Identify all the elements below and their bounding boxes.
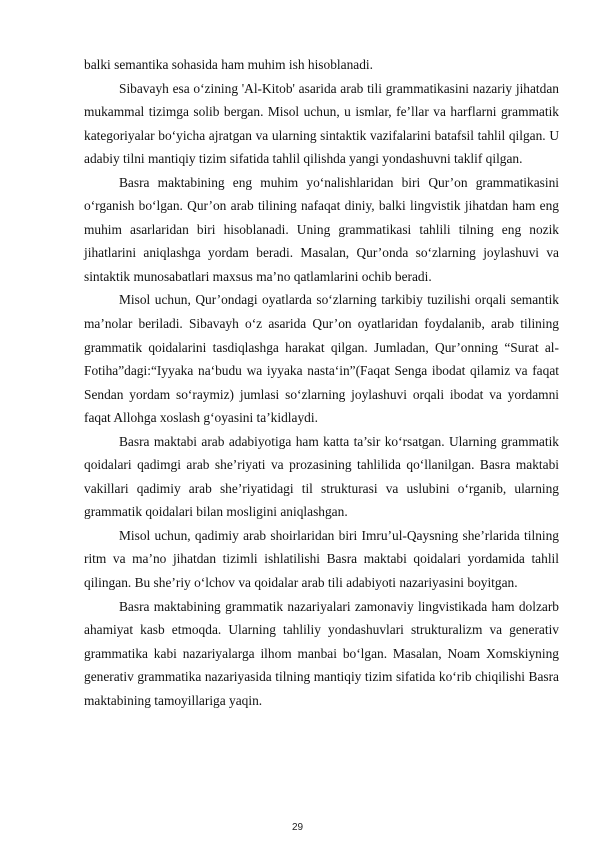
paragraph-3: Basra maktabining eng muhim yo‘nalishlaridan biri Qur’on grammatikasini o‘rganish bo‘lgan. Qur’on arab tilining nafaqat diniy, balki lingvistik jihatdan ham eng muhim asarlaridan biri hisoblanadi. Uning grammatikasi tahlili tilning eng nozik jihatlarini aniqlashga yordam beradi. Masalan, Qur’onda so‘zlarning joylashuvi va sintaktik munosabatlari maxsus ma’no qatlamlarini ochib beradi. <box>84 174 559 284</box>
paragraph-5: Basra maktabi arab adabiyotiga ham katta ta’sir ko‘rsatgan. Ularning grammatik qoidalari qadimgi arab she’riyati va prozasining tahlilida qo‘llanilgan. Basra maktabi vakillari qadimiy arab she’riyatidagi til strukturasi va uslubini o‘rganib, ularning grammatik qoidalari bilan mosligini aniqlashgan. <box>84 433 559 520</box>
document-body <box>84 53 559 712</box>
paragraph-6: Misol uchun, qadimiy arab shoirlaridan biri Imru’ul-Qaysning she’rlarida tilning ritm va ma’no jihatdan tizimli ishlatilishi Basra maktabi qoidalari yordamida tahlil qilingan. Bu she’riy o‘lchov va qoidalar arab tili adabiyoti nazariyasini boyitgan. <box>84 527 559 591</box>
paragraph-1: balki semantika sohasida ham muhim ish hisoblanadi. <box>84 57 373 72</box>
page-number: 29 <box>291 822 304 833</box>
paragraph-4: Misol uchun, Qur’ondagi oyatlarda so‘zlarning tarkibiy tuzilishi orqali semantik ma’nolar beriladi. Sibavayh o‘z asarida Qur’on oyatlaridan foydalanib, arab tilining grammatik qoidalarini tasdiqlashga harakat qilgan. Jumladan, Qur’onning “Surat al-Fotiha”dagi:“Iyyaka na‘budu wa iyyaka nasta‘in”(Faqat Senga ibodat qilamiz va faqat Sendan yordam so‘raymiz) jumlasi so‘zlarning joylashuvi orqali ibodat va yordamni faqat Allohga xoslash g‘oyasini ta’kidlaydi. <box>84 292 559 426</box>
paragraph-7: Basra maktabining grammatik nazariyalari zamonaviy lingvistikada ham dolzarb ahamiyat kasb etmoqda. Ularning tahliliy yondashuvlari strukturalizm va generativ grammatika kabi nazariyalarga ilhom manbai bo‘lgan. Masalan, Noam Xomskiyning generativ grammatika nazariyasida tilning mantiqiy tizim sifatida ko‘rib chiqilishi Basra maktabining tamoyillariga yaqin. <box>84 598 559 708</box>
paragraph-2: Sibavayh esa o‘zining 'Al-Kitob' asarida arab tili grammatikasini nazariy jihatdan mukammal tizimga solib bergan. Misol uchun, u ismlar, fe’llar va harflarni grammatik kategoriyalar bo‘yicha ajratgan va ularning sintaktik vazifalarini batafsil tahlil qilgan. U adabiy tilni mantiqiy tizim sifatida tahlil qilishda yangi yondashuvni taklif qilgan. <box>84 80 559 167</box>
